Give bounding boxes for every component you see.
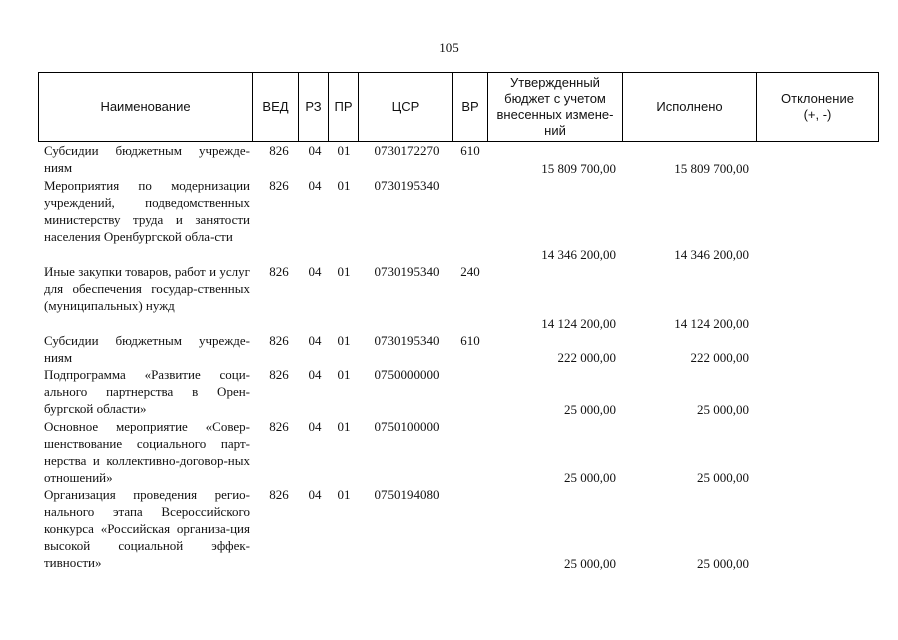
row-approved: 25 000,00 (564, 556, 616, 571)
row-approved: 14 124 200,00 (541, 316, 616, 331)
row-executed: 222 000,00 (690, 350, 749, 365)
row-name: Подпрограмма «Развитие соци-ального партнерства в Орен-бургской области» (44, 367, 250, 416)
row-name: Иные закупки товаров, работ и услуг для обеспечения государ-ственных (муниципальных) нужд (44, 264, 250, 313)
row-executed: 14 124 200,00 (674, 316, 749, 331)
row-csr: 0750194080 (374, 487, 440, 502)
row-rz: 04 (308, 143, 322, 158)
header-pr: ПР (328, 73, 358, 141)
row-csr: 0750000000 (374, 367, 440, 382)
row-ved: 826 (269, 419, 289, 434)
header-name: Наименование (100, 98, 191, 114)
page-number: 105 (439, 40, 459, 55)
row-vr: 610 (460, 333, 480, 348)
row-approved: 25 000,00 (564, 470, 616, 485)
row-name: Субсидии бюджетным учрежде-ниям (44, 333, 250, 365)
row-executed: 14 346 200,00 (674, 247, 749, 262)
row-pr: 01 (337, 333, 351, 348)
table-body (0, 142, 898, 572)
header-ved: ВЕД (252, 73, 298, 141)
row-approved: 222 000,00 (557, 350, 616, 365)
row-csr: 0730195340 (374, 333, 440, 348)
header-rz: РЗ (298, 73, 328, 141)
row-pr: 01 (337, 178, 351, 193)
table-row (0, 366, 898, 418)
table-row (0, 177, 898, 263)
row-csr: 0730195340 (374, 264, 440, 279)
row-pr: 01 (337, 367, 351, 382)
row-ved: 826 (269, 143, 289, 158)
row-ved: 826 (269, 333, 289, 348)
row-csr: 0730172270 (374, 143, 440, 158)
row-approved: 14 346 200,00 (541, 247, 616, 262)
row-vr: 240 (460, 264, 480, 279)
header-csr: ЦСР (358, 73, 452, 141)
row-ved: 826 (269, 487, 289, 502)
row-csr: 0730195340 (374, 178, 440, 193)
header-deviation: Отклонение (+, -) (756, 73, 878, 141)
row-executed: 25 000,00 (697, 470, 749, 485)
table-row (0, 263, 898, 332)
table-header (38, 72, 879, 142)
table-row (0, 142, 898, 177)
row-executed: 15 809 700,00 (674, 161, 749, 176)
row-name: Субсидии бюджетным учрежде-ниям (44, 143, 250, 175)
table-row (0, 332, 898, 366)
table-row (0, 486, 898, 572)
header-vr: ВР (452, 73, 487, 141)
row-approved: 25 000,00 (564, 402, 616, 417)
row-rz: 04 (308, 487, 322, 502)
row-csr: 0750100000 (374, 419, 440, 434)
header-executed: Исполнено (622, 73, 756, 141)
row-name: Организация проведения регио-нального этапа Всероссийского конкурса «Российская организа-ция высокой социальной эффек-тивности» (44, 487, 250, 570)
row-ved: 826 (269, 264, 289, 279)
row-ved: 826 (269, 178, 289, 193)
row-name: Мероприятия по модернизации учреждений, подведомственных министерству труда и занятости населения Оренбургской обла-сти (44, 178, 250, 244)
row-rz: 04 (308, 264, 322, 279)
row-rz: 04 (308, 367, 322, 382)
row-approved: 15 809 700,00 (541, 161, 616, 176)
row-rz: 04 (308, 178, 322, 193)
table-row (0, 418, 898, 486)
row-rz: 04 (308, 419, 322, 434)
row-vr: 610 (460, 143, 480, 158)
row-pr: 01 (337, 487, 351, 502)
row-pr: 01 (337, 264, 351, 279)
row-executed: 25 000,00 (697, 402, 749, 417)
row-ved: 826 (269, 367, 289, 382)
row-rz: 04 (308, 333, 322, 348)
row-pr: 01 (337, 143, 351, 158)
row-name: Основное мероприятие «Совер-шенствование социального парт-нерства и коллективно-договор-ных отношений» (44, 419, 250, 485)
row-pr: 01 (337, 419, 351, 434)
row-executed: 25 000,00 (697, 556, 749, 571)
header-approved: Утвержденный бюджет с учетом внесенных измене- ний (487, 73, 622, 141)
